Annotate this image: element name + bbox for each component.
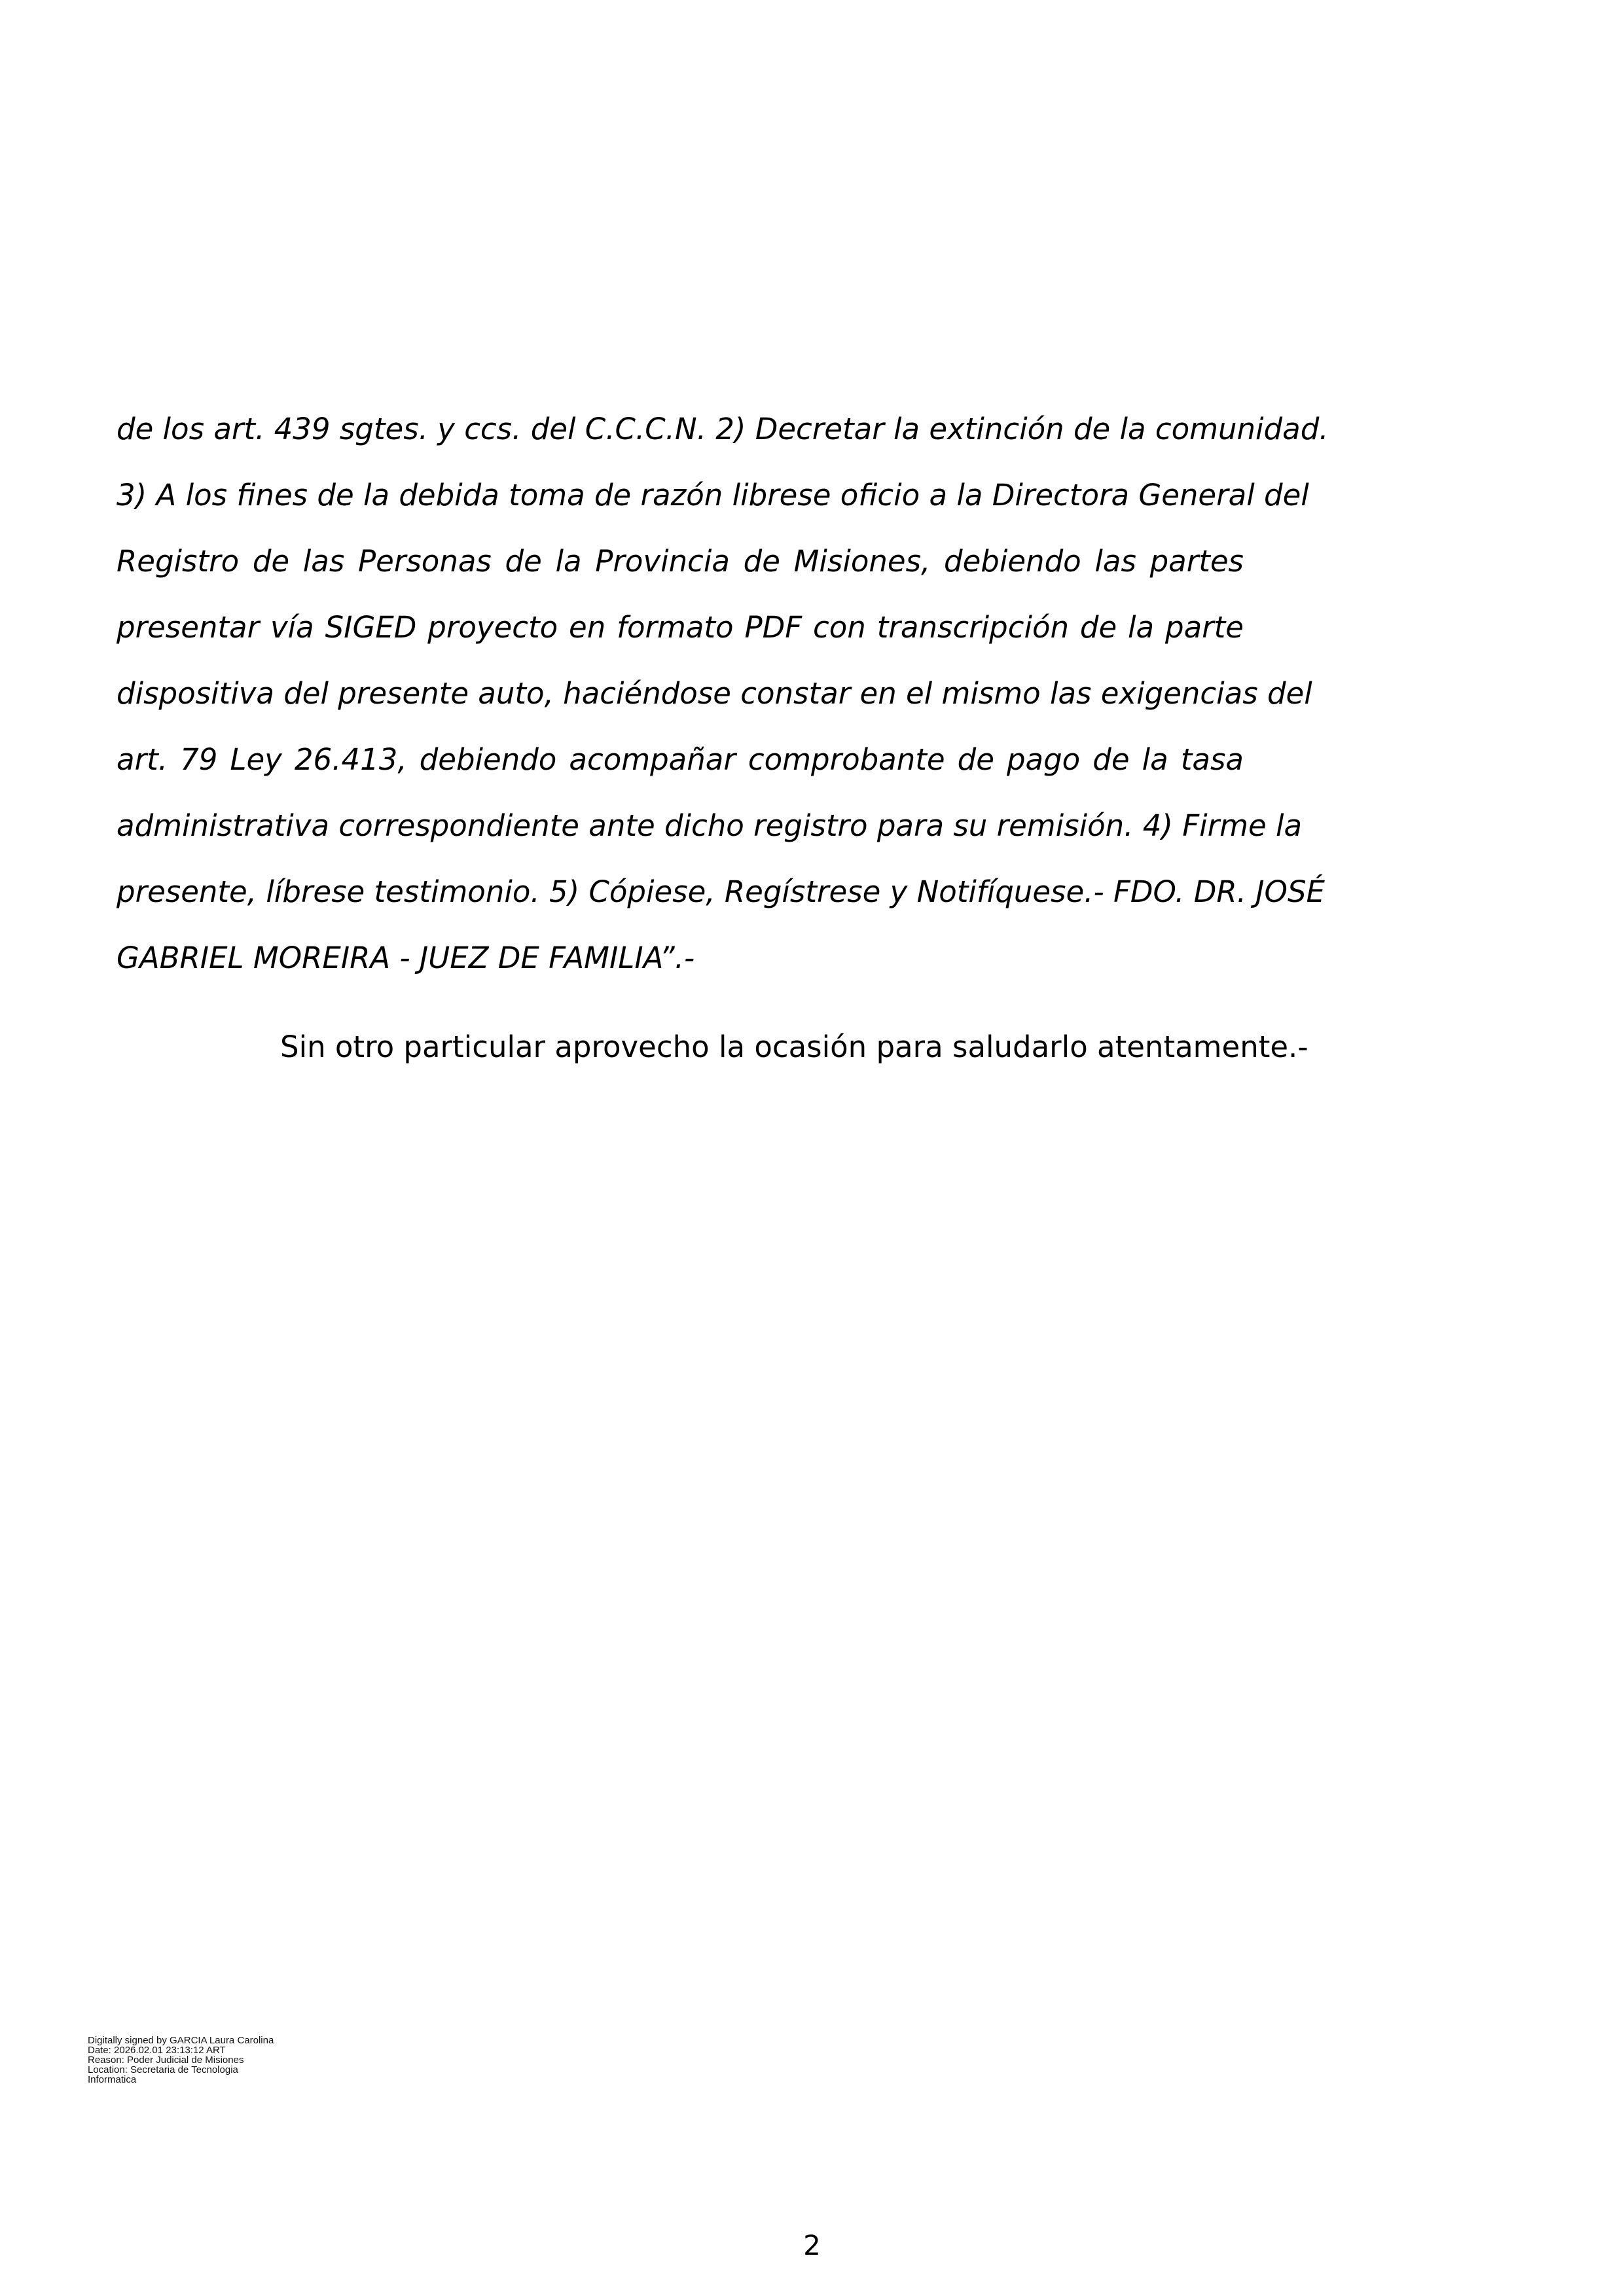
closing-paragraph: Sin otro particular aprovecho la ocasión para saludarlo atentamente.- bbox=[280, 1030, 1308, 1064]
quote-line: dispositiva del presente auto, haciéndose constar en el mismo las exigencias del bbox=[117, 676, 1312, 711]
page-number: 2 bbox=[803, 2229, 821, 2261]
signature-reason: Reason: Poder Judicial de Misiones bbox=[88, 2054, 244, 2066]
signature-location: Location: Secretaria de Tecnologia bbox=[88, 2064, 238, 2075]
signature-date: Date: 2026.02.01 23:13:12 ART bbox=[88, 2045, 226, 2056]
quote-line: 3) A los fines de la debida toma de razón librese oficio a la Directora General del bbox=[117, 478, 1309, 512]
quote-line: de los art. 439 sgtes. y ccs. del C.C.C.N. 2) Decretar la extinción de la comunidad. bbox=[117, 412, 1329, 446]
digital-signature-stamp bbox=[88, 2036, 274, 2085]
quoted-resolution-text bbox=[117, 396, 1329, 991]
quote-line: presentar vía SIGED proyecto en formato PDF con transcripción de la parte bbox=[117, 610, 1244, 645]
signature-signer: Digitally signed by GARCIA Laura Carolina bbox=[88, 2035, 274, 2046]
quote-line: presente, líbrese testimonio. 5) Cópiese, Regístrese y Notifíquese.- FDO. DR. JOSÉ bbox=[117, 874, 1325, 909]
quote-line: art. 79 Ley 26.413, debiendo acompañar comprobante de pago de la tasa bbox=[117, 742, 1244, 777]
signature-location-cont: Informatica bbox=[88, 2074, 137, 2085]
quote-line: GABRIEL MOREIRA - JUEZ DE FAMILIA”.- bbox=[117, 941, 695, 975]
quote-line: Registro de las Personas de la Provincia de Misiones, debiendo las partes bbox=[117, 544, 1244, 579]
quote-line: administrativa correspondiente ante dicho registro para su remisión. 4) Firme la bbox=[117, 808, 1303, 843]
